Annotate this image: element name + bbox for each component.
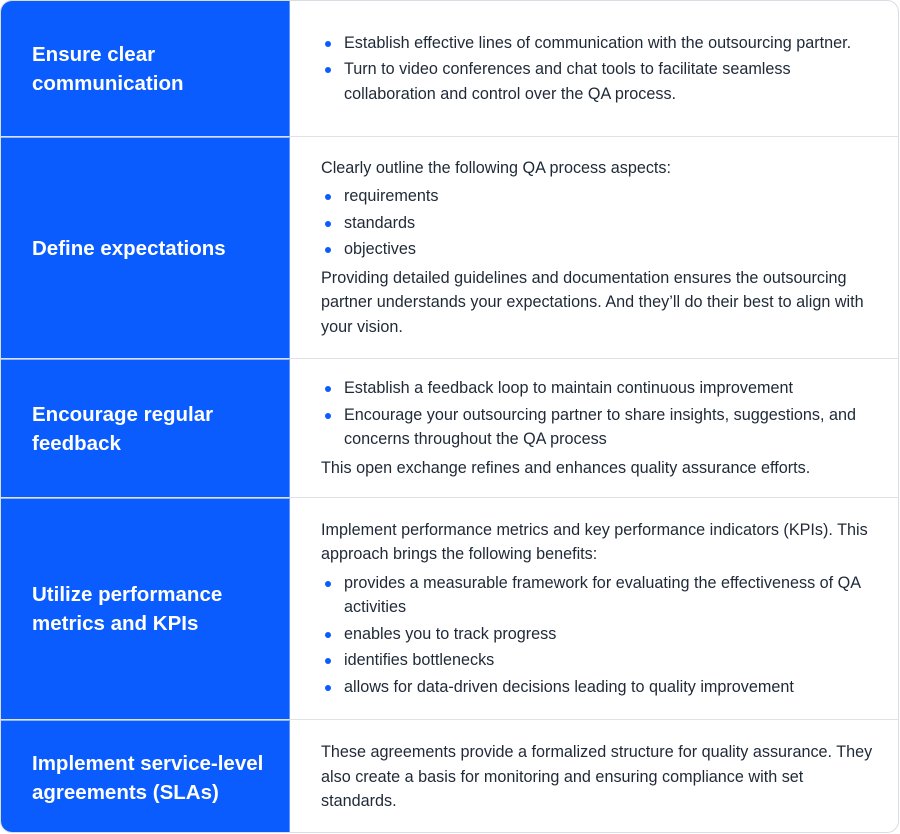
row-heading: Ensure clear communication: [1, 1, 290, 136]
row-content: [290, 498, 899, 719]
table-row: [1, 497, 899, 719]
bullet-list: [321, 569, 876, 702]
list-item: Encourage your outsourcing partner to share insights, suggestions, and concerns throughout the QA process: [321, 403, 876, 452]
list-item: objectives: [321, 237, 876, 262]
table-row: [1, 136, 899, 358]
row-heading: Encourage regular feedback: [1, 359, 290, 497]
list-item: Establish effective lines of communication with the outsourcing partner.: [321, 31, 876, 56]
row-intro-text: Implement performance metrics and key performance indicators (KPIs). This approach brings the following benefits:: [321, 520, 868, 564]
row-outro-text: This open exchange refines and enhances quality assurance efforts.: [321, 458, 811, 477]
row-outro-text: Providing detailed guidelines and documentation ensures the outsourcing partner understands your expectations. And they’ll do their best to align with your vision.: [321, 268, 864, 336]
table-row: [1, 719, 899, 833]
row-content: [290, 1, 899, 136]
list-item: allows for data-driven decisions leading to quality improvement: [321, 675, 876, 700]
row-heading: Define expectations: [1, 137, 290, 358]
row-intro-text: Clearly outline the following QA process aspects:: [321, 158, 672, 177]
row-heading: Implement service-level agreements (SLAs): [1, 720, 290, 833]
list-item: identifies bottlenecks: [321, 648, 876, 673]
bullet-list: [321, 29, 876, 109]
list-item: standards: [321, 211, 876, 236]
bullet-list: [321, 374, 876, 454]
list-item: Turn to video conferences and chat tools to facilitate seamless collaboration and control over the QA process.: [321, 57, 876, 106]
list-item: Establish a feedback loop to maintain continuous improvement: [321, 376, 876, 401]
row-text: These agreements provide a formalized structure for quality assurance. They also create a basis for monitoring and ensuring compliance with set standards.: [321, 743, 873, 811]
bullet-list: [321, 182, 876, 264]
list-item: requirements: [321, 184, 876, 209]
list-item: provides a measurable framework for evaluating the effectiveness of QA activities: [321, 571, 876, 620]
row-content: [290, 720, 899, 833]
row-content: [290, 137, 899, 358]
table-row: [1, 358, 899, 497]
table-row: [1, 1, 899, 136]
list-item: enables you to track progress: [321, 622, 876, 647]
row-content: [290, 359, 899, 497]
row-heading: Utilize performance metrics and KPIs: [1, 498, 290, 719]
